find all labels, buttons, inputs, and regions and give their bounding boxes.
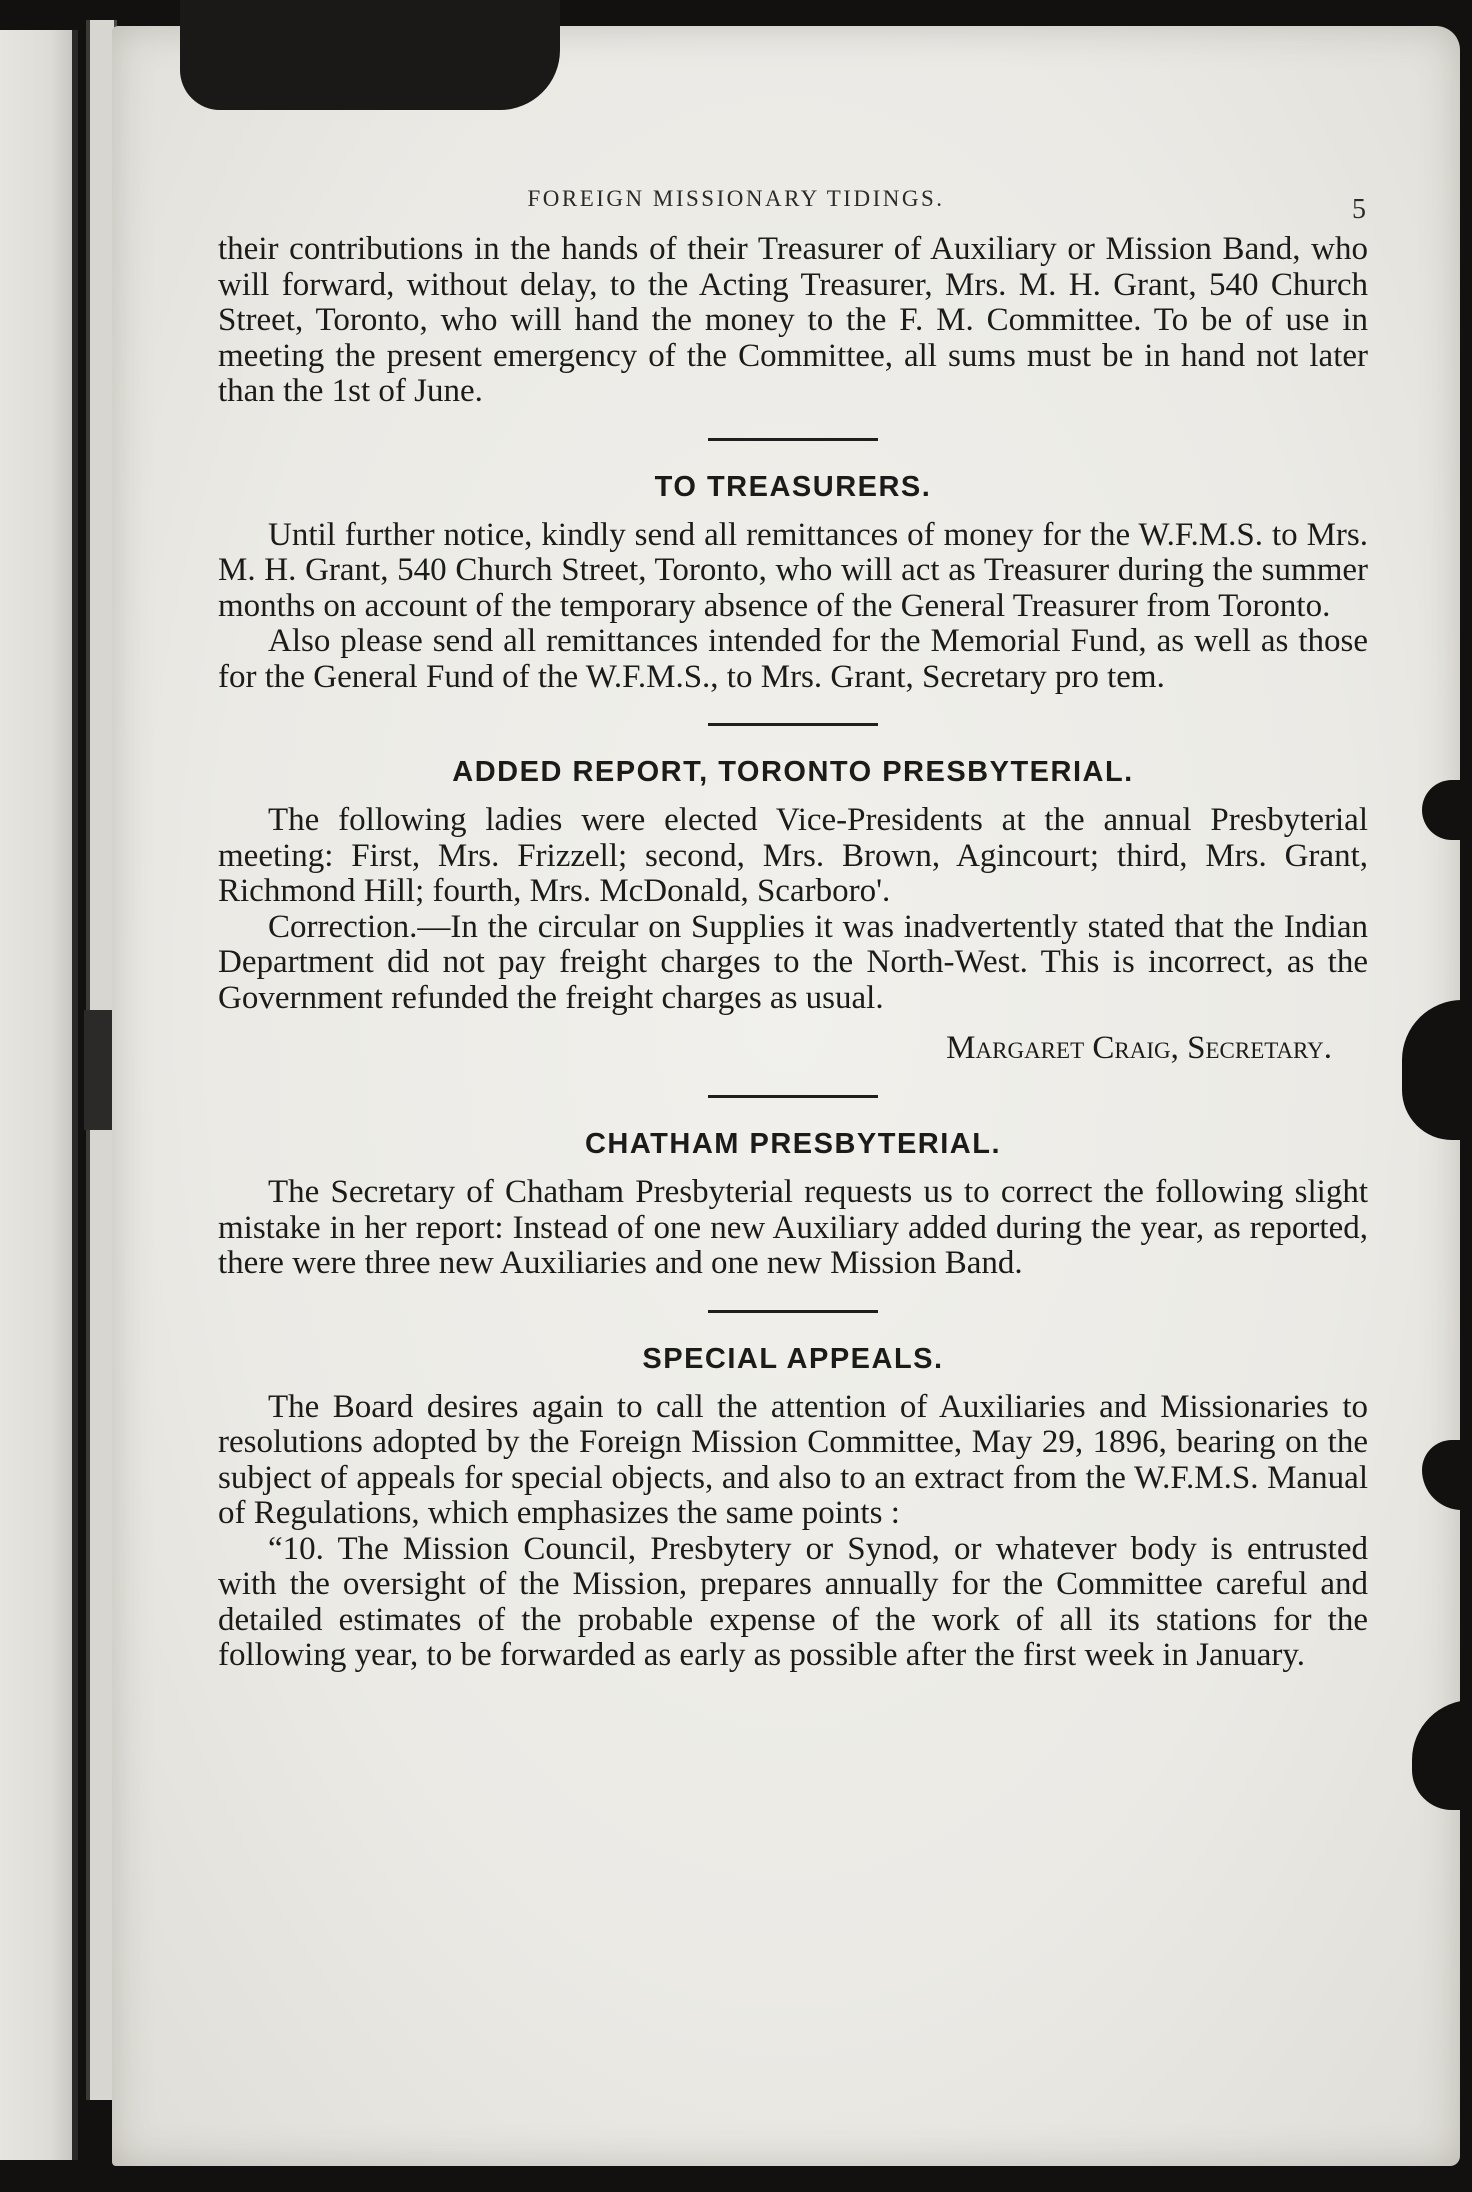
paragraph: The following ladies were elected Vice-Presidents at the annual Presbyterial meeting: First, Mrs. Frizzell; second, Mrs. Brown, Agincourt; third, Mrs. Grant, Richmond Hill; fourth, Mrs. McDonald, Scarboro'.: [218, 802, 1368, 909]
section-heading: CHATHAM PRESBYTERIAL.: [584, 1128, 1002, 1160]
paragraph: Until further notice, kindly send all remittances of money for the W.F.M.S. to Mrs. M. H. Grant, 540 Church Street, Toronto, who will act as Treasurer during the summer months on account of the temporary absence of the General Treasurer from Toronto.: [218, 516, 1368, 624]
torn-left-strip: [0, 30, 78, 2160]
section-heading: TO TREASURERS.: [654, 470, 932, 503]
section-toronto-presbyterial: [218, 756, 1368, 1067]
article-column: [218, 232, 1368, 1674]
paragraph: The Board desires again to call the attention of Auxiliaries and Missionaries to resolutions adopted by the Foreign Mission Committee, May 29, 1896, bearing on the subject of appeals for special objects, and also to an extract from the W.F.M.S. Manual of Regulations, which emphasizes the same points :: [218, 1388, 1368, 1531]
paragraph: “10. The Mission Council, Presbytery or Synod, or whatever body is entrusted with the oversight of the Mission, prepares annually for the Committee careful and detailed estimates of the probable expense of the work of all its stations for the following year, to be forwarded as early as possible after the first week in January.: [218, 1530, 1368, 1673]
binding-tab: [84, 1010, 112, 1130]
section-divider: [708, 1095, 878, 1098]
running-title: FOREIGN MISSIONARY TIDINGS.: [527, 186, 945, 211]
section-divider: [708, 1310, 878, 1313]
intro-paragraph: their contributions in the hands of their Treasurer of Auxiliary or Mission Band, who will forward, without delay, to the Acting Treasurer, Mrs. M. H. Grant, 540 Church Street, Toronto, who will hand the money to the F. M. Committee. To be of use in meeting the present emergency of the Committee, all sums must be in hand not later than the 1st of June.: [218, 231, 1368, 409]
section-to-treasurers: [218, 471, 1368, 696]
section-heading: ADDED REPORT, TORONTO PRESBYTERIAL.: [452, 756, 1134, 788]
paragraph: Correction.—In the circular on Supplies it was inadvertently stated that the Indian Department did not pay freight charges to the North-West. This is incorrect, as the Government refunded the freight charges as usual.: [218, 908, 1368, 1016]
page-number: 5: [1352, 194, 1366, 225]
section-divider: [708, 438, 878, 441]
section-divider: [708, 723, 878, 726]
section-heading: SPECIAL APPEALS.: [642, 1342, 944, 1375]
section-chatham-presbyterial: [218, 1128, 1368, 1282]
signature: Margaret Craig, Secretary.: [946, 1030, 1332, 1066]
paragraph: The Secretary of Chatham Presbyterial requests us to correct the following slight mistake in her report: Instead of one new Auxiliary added during the year, as reported, there were three new Auxiliaries and one new Mission Band.: [218, 1174, 1368, 1281]
scan-shadow: [180, 0, 560, 110]
paragraph: Also please send all remittances intended for the Memorial Fund, as well as those for the General Fund of the W.F.M.S., to Mrs. Grant, Secretary pro tem.: [218, 623, 1368, 695]
section-special-appeals: [218, 1343, 1368, 1674]
